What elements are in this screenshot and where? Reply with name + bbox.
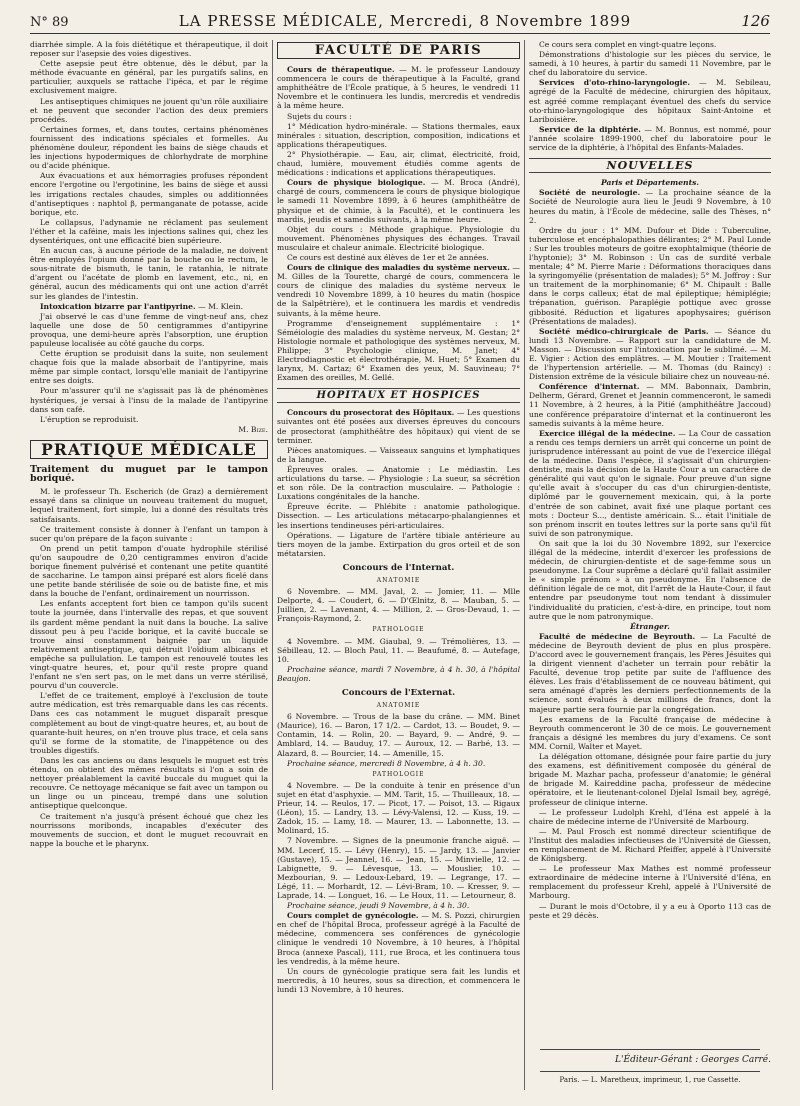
column-middle — [277, 40, 520, 1090]
article-title: Conférence d'internat. — [539, 382, 640, 392]
signature: M. Bize. — [238, 424, 268, 434]
article-title: Concours du prosectorat des Hôpitaux. — [287, 408, 455, 418]
article-text: — La Cour de cassation a rendu ces temps derniers un arrêt qui concerne un point de jurisprudence intéressant au point de vue de l'exercice illégal de la médecine. Dans l'espèce, il s'agissait d'un chirurgien-dentiste, mais la décision de la Haute Cour a un caractère de généralité qui vaut qu'on le signale. Pour preuve d'un signe qu'elle avait à s'occuper du cas d'un chirurgien-dentiste, diplômé par le gouvernement mexicain, qui, à la porte d'entrée de son cabinet, avait fixé une plaque portant ces mots : Docteur S..., dentiste américain. S... était l'initiale de son prénom inscrit en toutes lettres sur la porte sans qu'il fût suivi de son patronymique. — [529, 428, 771, 538]
paragraph: Les enfants acceptent fort bien ce tampon qu'ils sucent toute la journée, dans l'intervalle des repas, et que souvent ils gardent même pendant la nuit dans la bouche. La salive dissout peu à peu l'acide borique, et la cavité buccale se trouve ainsi constamment baignée par un liquide relativement antiseptique, qui détruit l'oïdium albicans et empêche sa pullulation. Le tampon est renouvelé toutes les vingt-quatre heures, et, pour qu'il reste propre quand l'enfant ne s'en sert pas, on le met dans un verre stérilisé, pourvu d'un couvercle. — [30, 599, 268, 691]
paragraph: Ce cours est destiné aux élèves de 1er et 2e années. — [287, 252, 489, 262]
article — [529, 429, 771, 538]
paragraph: Certaines formes, et, dans toutes, certains phénomènes fournissent des indications spéciales et formelles. Au phénomène douleur, répondent les bains de siège chauds et les injections hypodermiques de chlorhydrate de morphine ou d'acide phénique. — [30, 124, 268, 171]
article-title: Société de neurologie. — [539, 188, 641, 198]
article-text: — Les questions suivantes ont été posées aux diverses épreuves du concours de prosectorat (amphithéâtre des hôpitaux) qui vient de se terminer. — [277, 408, 520, 445]
article — [30, 302, 268, 311]
subsection-title: Concours de l'Externat. — [341, 688, 456, 698]
paragraph: Prochaine séance, mercredi 8 Novembre, à 4 h. 30. — [287, 758, 486, 768]
column-left — [30, 40, 268, 1090]
paragraph: Pièces anatomiques. — Vaisseaux sanguins et lymphatiques de la langue. — [277, 445, 520, 464]
subsection-title: Concours de l'Internat. — [342, 562, 455, 573]
article — [277, 911, 520, 966]
paragraph: 6 Novembre. — MM. Javal, 2. — Jomier, 11. — Mlle Delporte, 4. — Coudert, 6. — D'Œlnitz, 8. — Mauban, 5. — Juillien, 2. — Lavenant, 4. — Million, 2. — Gros-Devaud, 1. — François-Raymond, 2. — [277, 587, 520, 624]
paragraph: On sait que la loi du 30 Novembre 1892, sur l'exercice illégal de la médecine, interdit d'exercer les professions de médecin, de chirurgien-dentiste et de sage-femme sous un pseudonyme. La Cour suprême a déclaré qu'il fallait assimiler le « simple prénom » à un pseudonyme. En l'absence de définition légale de ce mot, dit l'arrêt de la Haute-Cour, il faut entendre par pseudonyme tout nom tendant à dissimuler l'individualité du praticien, c'est-à-dire, en principe, tout nom autre que le nom patronymique. — [529, 538, 771, 621]
paragraph: — Le professeur Max Mathes est nommé professeur extraordinaire de médecine interne à l'Université d'Iéna, en remplacement du professeur Krehl, appelé à l'Université de Marbourg. — [529, 864, 771, 901]
subject-label: ANATOMIE — [376, 702, 421, 710]
article-text: — La Faculté de médecine de Beyrouth devient de plus en plus prospère. D'accord avec le gouvernement français, les Pères Jésuites qui la dirigent viennent d'acheter un terrain pour rebâtir la Faculté, devenue trop petite par suite de l'affluence des élèves. Les frais d'établissement de ce nouveau bâtiment, qui sera aménagé d'après les derniers perfectionnements de la science, sont évalués à deux millions de francs, dont la majeure partie sera fournie par la congrégation. — [529, 631, 771, 714]
subject-label: ANATOMIE — [376, 576, 421, 584]
article — [277, 408, 520, 444]
article — [277, 178, 520, 223]
newspaper-title: LA PRESSE MÉDICALE, Mercredi, 8 Novembre 1899 — [178, 12, 632, 30]
column-separator — [272, 40, 273, 1090]
column-separator — [524, 40, 525, 1090]
paragraph: Ce cours sera complet en vingt-quatre leçons. — [539, 40, 717, 49]
paragraph: La délégation ottomane, désignée pour faire partie du jury des examens, est définitivement composée du général de brigade M. Mazhar pacha, professeur d'anatomie; le général de brigade M. Kaireddine pacha, professeur de médecine opératoire, et le lieutenant-colonel Djelal Ismail bey, agrégé, professeur de clinique interne. — [529, 752, 771, 807]
article — [277, 65, 520, 110]
paragraph: 1° Médication hydro-minérale. — Stations thermales, eaux minérales : situation, description, composition, indications et applications thérapeutiques. — [277, 121, 520, 149]
article-text: — M. Bonnus, est nommé, pour l'année scolaire 1899-1900, chef du laboratoire pour le service de la diphtérie, à l'hôpital des Enfants-Malades. — [529, 124, 771, 153]
paragraph: — Durant le mois d'Octobre, il y a eu à Oporto 113 cas de peste et 29 décès. — [529, 901, 771, 920]
article-title: Cours de physique biologique. — [287, 178, 426, 188]
section-title: NOUVELLES — [529, 158, 771, 173]
header-rule — [30, 33, 770, 34]
article-text: — M. le professeur Landouzy commencera le cours de thérapeutique à la Faculté, grand amphithéâtre de l'École pratique, à 5 heures, le vendredi 11 Novembre et le continuera les lundis, mercredis et vendredis à la même heure. — [277, 65, 520, 111]
paragraph: Prochaine séance, mardi 7 Novembre, à 4 h. 30, à l'hôpital Beaujon. — [277, 664, 520, 683]
paragraph: J'ai observé le cas d'une femme de vingt-neuf ans, chez laquelle une dose de 50 centigrammes d'antipyrine provoqua, une demi-heure après l'absorption, une éruption papuleuse localisée au côté gauche du corps. — [30, 311, 268, 348]
paragraph: 7 Novembre. — Signes de la pneumonie franche aiguë. — MM. Lecerf, 15. — Lévy (Henry), 15. — Jardy, 13. — Janvier (Gustave), 15. — Jeannel, 16. — Jean, 15. — Minvielle, 12. — Labignette, 9. — Lévesque, 13. — Mouslier, 10. — Mezbourian, 9. — Ledoux-Lebard, 19. — Legrange, 17. — Légé, 11. — Morhardt, 12. — Lévi-Bram, 10. — Kresser, 9. — Laprade, 14. — Longuet, 16. — Le Houx, 11. — Letourneur, 8. — [277, 836, 520, 900]
paragraph: Ce traitement n'a jusqu'à présent échoué que chez les nourrissons moribonds, incapables d'exécuter des mouvements de succion, et dont le muguet recouvrait en nappe la bouche et le pharynx. — [30, 811, 268, 848]
article-title: Cours complet de gynécologie. — [287, 911, 419, 921]
paragraph: En aucun cas, à aucune période de la maladie, ne doivent être employés l'opium donné par la bouche ou le rectum, le sous-nitrate de bismuth, le tanin, le ratanhia, le nitrate d'argent ou l'acétate de plomb en lavement, etc., ni, en général, aucun des médicaments qui ont une action d'arrêt sur les glandes de l'intestin. — [30, 246, 268, 301]
paragraph: — M. Paul Frosch est nommé directeur scientifique de l'Institut des maladies infectieuses de l'Université de Giessen, en remplacement de M. Richard Pfeiffer, appelé à l'Université de Königsberg. — [529, 826, 771, 864]
article — [529, 327, 771, 382]
paragraph: Dans les cas anciens ou dans lesquels le muguet est très étendu, on obtient des mêmes résultats si l'on a soin de nettoyer préalablement la cavité buccale du muguet qui la recouvre. Ce nettoyage mécanique se fait avec un tampon ou un linge ou un pinceau, trempé dans une solution antiseptique quelconque. — [30, 755, 268, 811]
paragraph: L'éruption se reproduisit. — [40, 414, 139, 424]
article-text: — M. Sebileau, agrégé de la Faculté de médecine, chirurgien des hôpitaux, est agréé comme remplaçant éventuel des chefs du service oto-rhino-laryngologique des hôpitaux Saint-Antoine et Lariboisière. — [529, 78, 771, 124]
paragraph: 4 Novembre. — MM. Giaubal, 9. — Trémolières, 13. — Sébilleau, 12. — Bloch Paul, 11. — Beaufumé, 8. — Autefage, 10. — [277, 636, 520, 664]
paragraph: Les examens de la Faculté française de médecine à Beyrouth commenceront le 30 de ce mois. Le gouvernement français a désigné les membres du jury d'examens. Ce sont MM. Cornil, Walter et Mayet. — [529, 714, 771, 751]
paragraph: Pour m'assurer qu'il ne s'agissait pas là de phénomènes hystériques, je versai à l'insu de la malade de l'antipyrine dans son café. — [30, 386, 268, 414]
article-author: — M. Klein. — [195, 301, 244, 311]
page-number: 126 — [741, 12, 770, 30]
article — [277, 263, 520, 318]
article-title: Cours de clinique des maladies du système nerveux. — [287, 263, 510, 273]
subject-label: PATHOLOGIE — [372, 770, 425, 778]
article-title: Service de la diphtérie. — [539, 124, 641, 134]
footer-rule — [540, 1049, 760, 1050]
article — [529, 188, 771, 224]
article-title: Intoxication bizarre par l'antipyrine. — [40, 301, 196, 311]
article-title: Services d'oto-rhino-laryngologie. — [539, 78, 691, 88]
article-text: — M. Gilles de la Tourette, chargé de cours, commencera le cours de clinique des maladies du système nerveux le vendredi 10 Novembre 1899, à 10 heures du matin (hospice de la Salpêtrière), et le continuera les mardis et vendredis suivants, à la même heure. — [277, 263, 520, 318]
article-title: Cours de thérapeutique. — [287, 65, 395, 75]
article-title: Exercice illégal de la médecine. — [539, 428, 676, 438]
paragraph: Épreuves orales. — Anatomie : Le médiastin. Les articulations du tarse. — Physiologie : La sueur, sa sécrétion et son rôle. De la contraction musculaire. — Pathologie : Luxations congénitales de la hanche. — [277, 464, 520, 502]
paragraph: Prochaine séance, jeudi 9 Novembre, à 4 h. 30. — [287, 901, 470, 911]
article-title: Société médico-chirurgicale de Paris. — [539, 326, 709, 336]
paragraph: Le collapsus, l'adynamie ne réclament pas seulement l'éther et la caféine, mais les injections salines qui, chez les dysentériques, ont une efficacité bien supérieure. — [30, 217, 268, 245]
subsection-title: Paris et Départements. — [600, 178, 699, 188]
paragraph: Ordre du jour : 1° MM. Dufour et Dide : Tuberculine, tuberculose et encéphalopathies délirantes; 2° M. Paul Londe : Sur les troubles moteurs de goitre exophtalmique (théorie de l'hyptonie); 3° M. Robinson : Un cas de surdité verbale mentale; 4° M. Pierre Marie : Déformations thoraciques dans la syringomyélie (présentation de malades); 5° M. Joffroy : Sur un traitement de la morphinomanie; 6° M. Chipault : Balle dans le corps calleux; état de mal épileptique; hémiplégie; trépanation, guérison. Paraplégie pottique avec grosse gibbosité. Réduction et ligatures apophysaires; guérison (Présentations de malades). — [529, 225, 771, 326]
article-text: — MM. Babonnaix, Dambrin, Delherm, Gérard, Grenet et Jeannin commenceront, le samedi 11 Novembre, à 2 heures, à la Pitié (amphithéâtre Jaccoud) une conférence préparatoire d'internat et la continueront les samedis suivants à la même heure. — [529, 382, 771, 428]
paragraph: Un cours de gynécologie pratique sera fait les lundis et mercredis, à 10 heures, sous sa direction, et commencera le lundi 13 Novembre, à 10 heures. — [277, 966, 520, 994]
printer-line: Paris. — L. Maretheux, imprimeur, 1, rue Cassette. — [559, 1076, 741, 1084]
article — [529, 125, 771, 152]
paragraph: Aux évacuations et aux hémorragies profuses répondent encore l'ergotine ou l'ergotinine, les bains de siège et aussi les irrigations rectales chaudes, simples ou additionnées d'antiseptiques : naphtol β, permanganate de potasse, acide borique, etc. — [30, 171, 268, 217]
paragraph: Les antiseptiques chimiques ne jouent qu'un rôle auxiliaire et ne peuvent que seconder l'action des deux premiers procédés. — [30, 96, 268, 124]
paragraph: Objet du cours : Méthode graphique. Physiologie du mouvement. Phénomènes physiques des échanges. Travail musculaire et chaleur animale. Electricité biologique. — [277, 224, 520, 252]
subject-label: PATHOLOGIE — [372, 626, 425, 634]
paragraph: — Le professeur Ludolph Krehl, d'Iéna est appelé à la chaire de médecine interne de l'Université de Marbourg. — [529, 807, 771, 826]
paragraph: Épreuve écrite. — Phlébite : anatomie pathologique. Dissection. — Les articulations métacarpo-phalangiennes et les insertions tendineuses péri-articulaires. — [277, 502, 520, 530]
section-title: PRATIQUE MÉDICALE — [30, 440, 268, 459]
paragraph: 4 Novembre. — De la conduite à tenir en présence d'un sujet en état d'asphyxie. — MM. Tarit, 15. — Thuilleaux, 18. — Prieur, 14. — Reulos, 17. — Picot, 17. — Poisot, 13. — Rigaux (Léon), 15. — Landry, 13. — Lévy-Valensi, 12. — Kuss, 19. — Zadok, 15. — Lamy, 18. — Maurer, 13. — Labonnette, 13. — Molinard, 15. — [277, 780, 520, 836]
paragraph: diarrhée simple. A la fois diététique et thérapeutique, il doit reposer sur l'asepsie des voies digestives. — [30, 40, 268, 59]
article — [529, 632, 771, 714]
paragraph: Démonstrations d'histologie sur les pièces du service, le samedi, à 10 heures, à partir du samedi 11 Novembre, par le chef du laboratoire du service. — [529, 50, 771, 78]
article-subtitle: Traitement du muguet par le tampon boriqué. — [30, 464, 268, 485]
paragraph: M. le professeur Th. Escherich (de Graz) a dernièrement essayé dans sa clinique un nouveau traitement du muguet, lequel traitement, fort simple, lui a donné des résultats très satisfaisants. — [30, 487, 268, 524]
paragraph: On prend un petit tampon d'ouate hydrophile stérilisé qu'on saupoudre de 0,20 centigrammes environ d'acide borique finement pulvérisé et contenant une petite quantité de saccharine. Le tampon ainsi préparé est alors ficelé dans une petite bande stérilisée de soie ou de batiste fine, et mis dans la bouche de l'enfant, ordinairement un nourrisson. — [30, 543, 268, 599]
paragraph: Programme d'enseignement supplémentaire : 1° Séméiologie des maladies du système nerveux, M. Gestan; 2° Histologie normale et pathologique des systèmes nerveux, M. Philippe; 3° Psychologie clinique, M. Janet; 4° Electrodiagnostic et électrothérapie, M. Huet; 5° Examen du larynx, M. Cartaz; 6° Examen des yeux, M. Sauvineau; 7° Examen des oreilles, M. Gellé. — [277, 318, 520, 383]
paragraph: Sujets du cours : — [287, 111, 352, 121]
paragraph: Cette éruption se produisit dans la suite, non seulement chaque fois que la malade absorbait de l'antipyrine, mais même par simple contact, lorsqu'elle maniait de l'antipyrine entre ses doigts. — [30, 349, 268, 386]
section-title: HOPITAUX ET HOSPICES — [277, 388, 520, 403]
issue-number: N° 89 — [30, 15, 69, 30]
paragraph: Ce traitement consiste à donner à l'enfant un tampon à sucer qu'on prépare de la façon suivante : — [30, 524, 268, 543]
paragraph: L'effet de ce traitement, employé à l'exclusion de toute autre médication, est très remarquable dans les cas récents. Dans ces cas notamment le muguet disparaît presque complètement au bout de vingt-quatre heures, et, au bout de quarante-huit heures, on n'en trouve plus trace, et cela sans qu'il se forme de la stomatite, de l'inappétence ou des troubles digestifs. — [30, 691, 268, 755]
article — [529, 78, 771, 123]
article-text: — Séance du lundi 13 Novembre. — Rapport sur la candidature de M. Masson. — Discussion sur l'intoxication par le sublimé. — M. E. Vigier : Action des emplâtres. — M. Moutier : Traitement de l'hypertension artérielle. — M. Thomas (du Raincy) : Distension extrême de la vésicule biliaire chez un nouveau-né. — [529, 326, 771, 382]
article-text: — M. S. Pozzi, chirurgien en chef de l'hôpital Broca, professeur agrégé à la Faculté de médecine, commencera ses conférences de gynécologie clinique le vendredi 10 Novembre, à 10 heures, à l'hôpital Broca (annexe Pascal), 111, rue Broca, et les continuera tous les vendredis, à la même heure. — [277, 911, 520, 966]
article-text: — La prochaine séance de la Société de Neurologie aura lieu le Jeudi 9 Novembre, à 10 heures du matin, à l'École de médecine, salle des Thèses, n° 2. — [529, 188, 771, 225]
article-text: — M. Broca (André), chargé de cours, commencera le cours de physique biologique le samedi 11 Novembre 1899, à 6 heures (amphithéâtre de physique et de chimie, à la Faculté), et le continuera les mardis, jeudis et samedis suivants, à la même heure. — [277, 178, 520, 224]
page-header — [30, 12, 770, 30]
footer-rule — [540, 1071, 760, 1072]
column-right — [529, 40, 771, 1090]
section-title: FACULTÉ DE PARIS — [277, 42, 520, 59]
paragraph: Cette asepsie peut être obtenue, dès le début, par la méthode évacuante en général, par les purgatifs salins, en particulier, auxquels se rattache l'ipéca, et par le régime exclusivement maigre. — [30, 59, 268, 96]
article — [529, 382, 771, 427]
paragraph: 2° Physiothérapie. — Eau, air, climat, électricité, froid, chaud, lumière, mouvement étudiés comme agents de médications : indications et applications thérapeutiques. — [277, 149, 520, 178]
paragraph: Opérations. — Ligature de l'artère tibiale antérieure au tiers moyen de la jambe. Extirpation du gros orteil et de son métatarsien. — [277, 530, 520, 558]
editor-line: L'Éditeur-Gérant : Georges Carré. — [615, 1055, 771, 1065]
article-title: Faculté de médecine de Beyrouth. — [539, 631, 696, 641]
subsection-title: Étranger. — [630, 621, 670, 631]
paragraph: 6 Novembre. — Trous de la base du crâne. — MM. Binet (Maurice), 16. — Baron, 17 1/2. — Cardot, 13. — Boudet, 9. — Contamin, 14. — Rolin, 20. — Bayard, 9. — André, 9. — Amblard, 14. — Bauduy, 17. — Auroux, 12. — Barbé, 13. — Alazard, 8. — Bourcier, 14. — Amenille, 15. — [277, 712, 520, 758]
